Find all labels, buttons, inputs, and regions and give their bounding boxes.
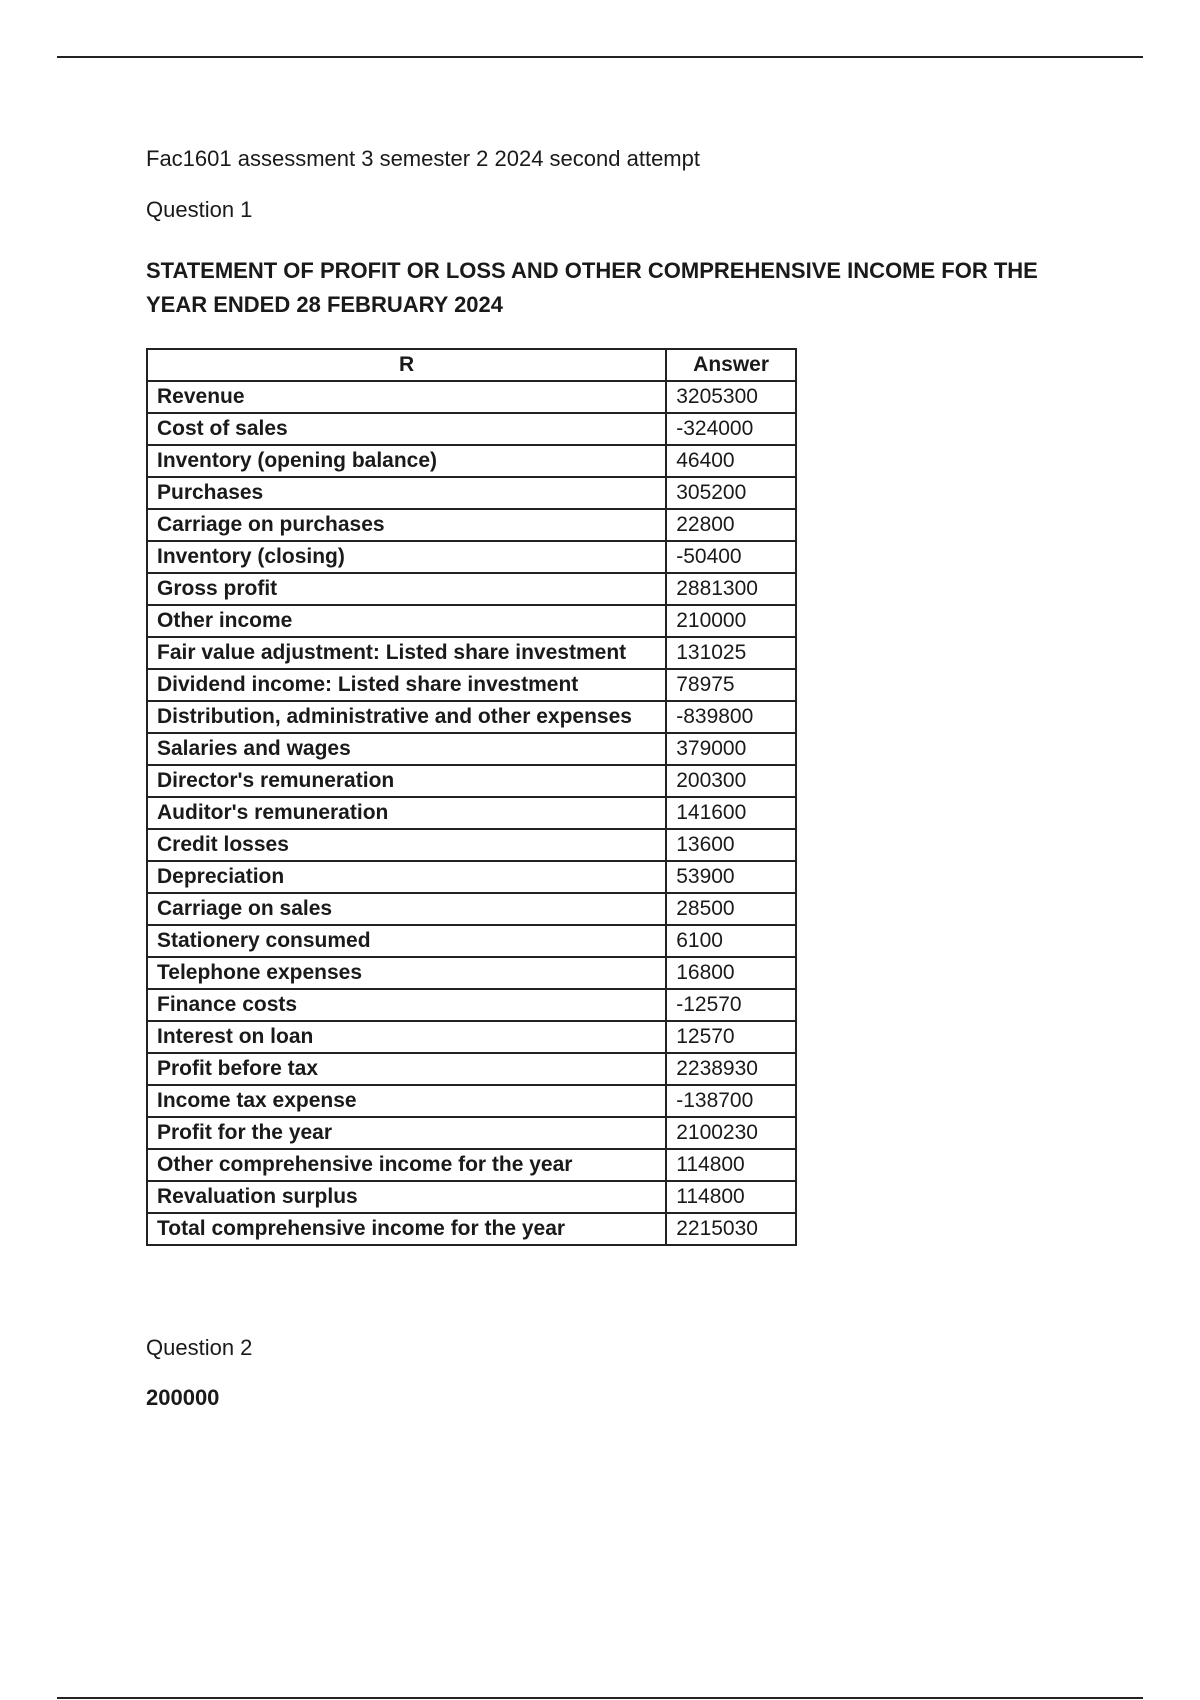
row-value: -12570 [666,989,796,1021]
row-label: Interest on loan [147,1021,666,1053]
row-value: 131025 [666,637,796,669]
row-value: 53900 [666,861,796,893]
question-1-label: Question 1 [146,197,253,222]
column-header-r: R [147,349,666,381]
table-row [147,1213,796,1245]
row-label: Inventory (opening balance) [147,445,666,477]
statement-table [146,348,797,1246]
table-row [147,477,796,509]
bottom-rule [57,1697,1143,1699]
table-row [147,413,796,445]
table-row [147,765,796,797]
table-row [147,605,796,637]
row-label: Telephone expenses [147,957,666,989]
row-value: 2215030 [666,1213,796,1245]
row-label: Dividend income: Listed share investment [147,669,666,701]
row-value: 28500 [666,893,796,925]
row-value: -839800 [666,701,796,733]
row-value: 210000 [666,605,796,637]
row-label: Gross profit [147,573,666,605]
row-value: 2238930 [666,1053,796,1085]
row-value: 46400 [666,445,796,477]
row-label: Director's remuneration [147,765,666,797]
column-header-answer: Answer [666,349,796,381]
row-label: Depreciation [147,861,666,893]
row-value: 114800 [666,1149,796,1181]
table-row [147,861,796,893]
table-row [147,733,796,765]
row-label: Carriage on purchases [147,509,666,541]
row-value: 6100 [666,925,796,957]
row-label: Carriage on sales [147,893,666,925]
row-label: Profit before tax [147,1053,666,1085]
row-label: Inventory (closing) [147,541,666,573]
table-row [147,957,796,989]
table-row [147,1117,796,1149]
table-row [147,509,796,541]
row-label: Revenue [147,381,666,413]
row-label: Credit losses [147,829,666,861]
row-value: 12570 [666,1021,796,1053]
row-label: Distribution, administrative and other expenses [147,701,666,733]
table-header-row [147,349,796,381]
row-label: Fair value adjustment: Listed share investment [147,637,666,669]
row-label: Stationery consumed [147,925,666,957]
table-row [147,637,796,669]
row-value: 3205300 [666,381,796,413]
table-row [147,893,796,925]
row-value: 305200 [666,477,796,509]
table-row [147,925,796,957]
row-value: 22800 [666,509,796,541]
row-label: Profit for the year [147,1117,666,1149]
row-label: Income tax expense [147,1085,666,1117]
row-value: 13600 [666,829,796,861]
row-value: -138700 [666,1085,796,1117]
table-row [147,1181,796,1213]
table-row [147,1149,796,1181]
table-row [147,573,796,605]
document-title: Fac1601 assessment 3 semester 2 2024 second attempt [146,146,700,171]
table-row [147,1053,796,1085]
row-label: Finance costs [147,989,666,1021]
row-label: Auditor's remuneration [147,797,666,829]
row-label: Salaries and wages [147,733,666,765]
row-value: 2881300 [666,573,796,605]
row-value: -324000 [666,413,796,445]
row-label: Revaluation surplus [147,1181,666,1213]
table-row [147,989,796,1021]
row-label: Other comprehensive income for the year [147,1149,666,1181]
row-label: Other income [147,605,666,637]
table-row [147,445,796,477]
table-row [147,541,796,573]
row-value: 78975 [666,669,796,701]
table-row [147,669,796,701]
question-2-label: Question 2 [146,1335,253,1360]
table-row [147,829,796,861]
row-value: 16800 [666,957,796,989]
table-row [147,797,796,829]
row-value: 2100230 [666,1117,796,1149]
row-label: Total comprehensive income for the year [147,1213,666,1245]
row-value: 141600 [666,797,796,829]
row-value: 114800 [666,1181,796,1213]
table-row [147,1085,796,1117]
statement-table-body [147,381,796,1245]
row-value: 379000 [666,733,796,765]
table-row [147,381,796,413]
row-label: Cost of sales [147,413,666,445]
row-label: Purchases [147,477,666,509]
row-value: 200300 [666,765,796,797]
table-row [147,701,796,733]
statement-title: STATEMENT OF PROFIT OR LOSS AND OTHER COMPREHENSIVE INCOME FOR THE YEAR ENDED 28 FEBRUARY 2024 [146,258,1038,317]
row-value: -50400 [666,541,796,573]
top-rule [57,56,1143,58]
question-2-answer: 200000 [146,1385,220,1410]
table-row [147,1021,796,1053]
